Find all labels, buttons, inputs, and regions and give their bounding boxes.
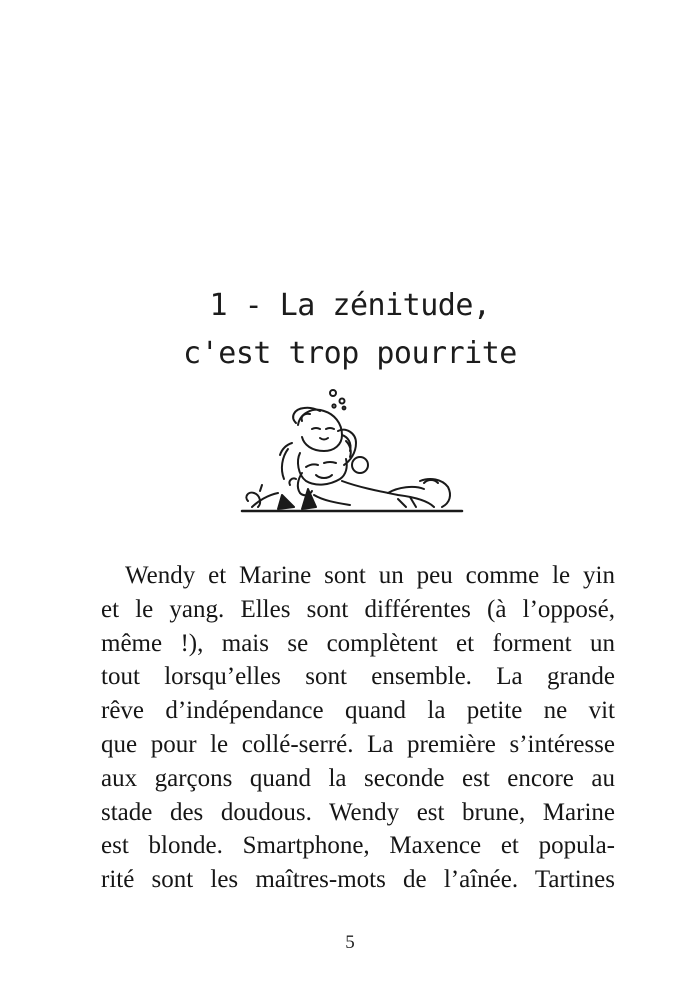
body-line: rêve d’indépendance quand la petite ne vit [101, 697, 615, 725]
body-line: rité sont les maîtres-mots de l’aînée. Tartines [101, 866, 615, 894]
body-line: est blonde. Smartphone, Maxence et popula- [101, 832, 615, 860]
body-line: même !), mais se complètent et forment un [101, 629, 615, 657]
chapter-title-line-1: 1 - La zénitude, [209, 288, 491, 324]
chapter-title [0, 282, 700, 378]
hugging-sisters-drawing-icon [238, 383, 466, 517]
chapter-title-line-2: c'est trop pourrite [183, 336, 517, 372]
body-line: stade des doudous. Wendy est brune, Marine [101, 798, 615, 826]
body-paragraph [101, 559, 615, 897]
body-line: tout lorsqu’elles sont ensemble. La grande [101, 663, 615, 691]
body-line: aux garçons quand la seconde est encore au [101, 764, 615, 792]
body-line: Wendy et Marine sont un peu comme le yin [125, 562, 615, 589]
body-line: et le yang. Elles sont différentes (à l’opposé, [101, 595, 615, 623]
body-line: que pour le collé-serré. La première s’intéresse [101, 730, 615, 758]
page-number: 5 [345, 932, 355, 953]
